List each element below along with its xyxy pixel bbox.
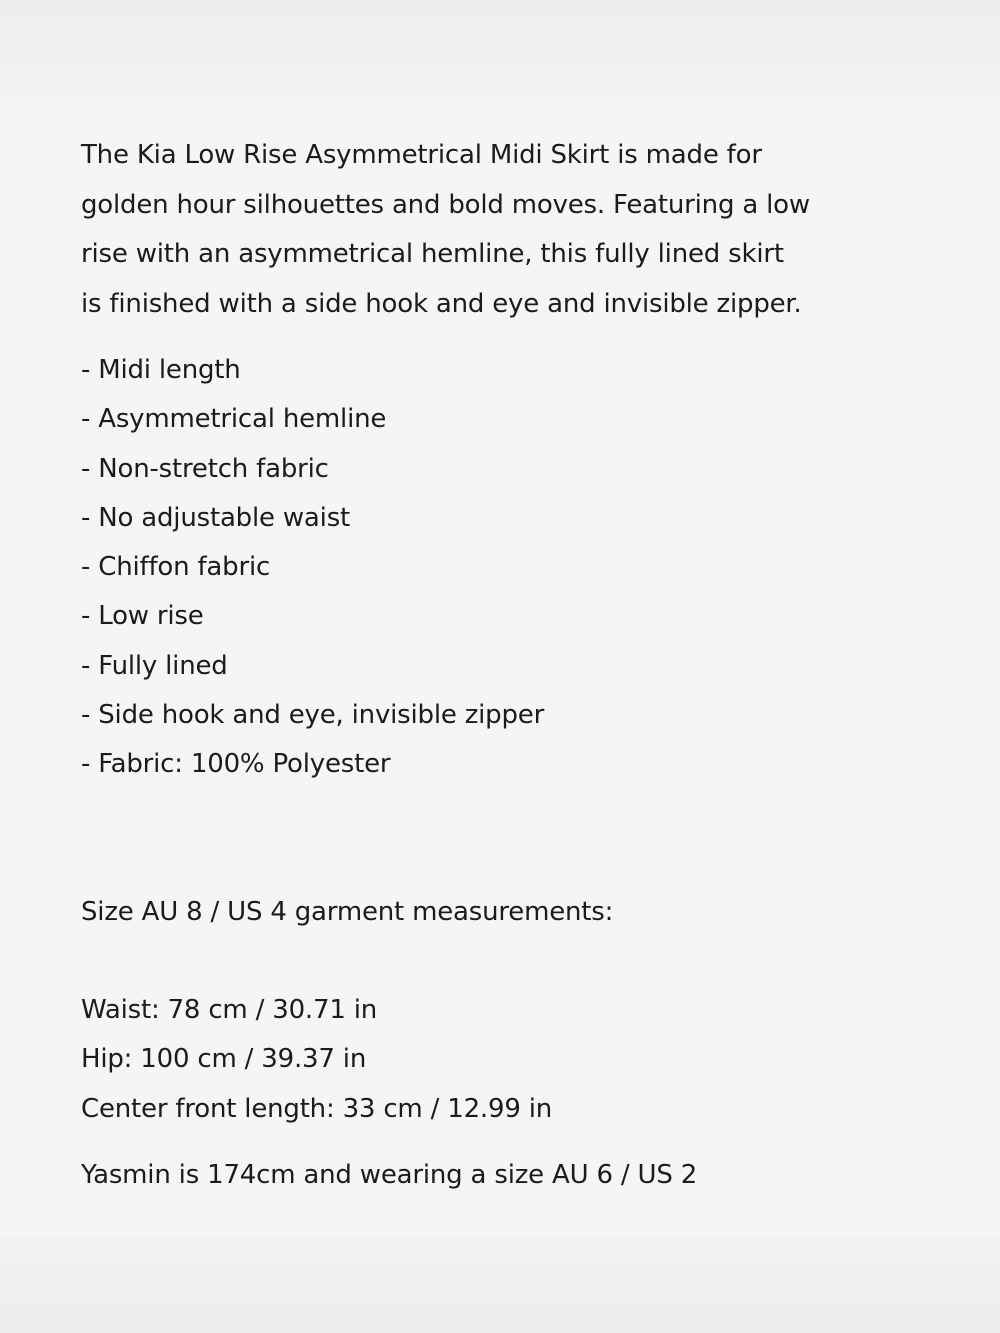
description-line: rise with an asymmetrical hemline, this fully lined skirt: [81, 239, 784, 269]
feature-list: [81, 346, 961, 790]
product-description: [81, 131, 961, 329]
bottom-background-band: [0, 1238, 1000, 1333]
feature-item: - Low rise: [81, 601, 204, 632]
size-measurements-title: Size AU 8 / US 4 garment measurements:: [81, 896, 614, 927]
feature-item: - Fully lined: [81, 650, 228, 681]
top-background-band: [0, 0, 1000, 95]
feature-item: - Chiffon fabric: [81, 552, 271, 583]
feature-item: - Side hook and eye, invisible zipper: [81, 700, 545, 731]
description-line: is finished with a side hook and eye and invisible zipper.: [81, 288, 802, 319]
product-details-content: [81, 131, 961, 1201]
description-line: The Kia Low Rise Asymmetrical Midi Skirt is made for: [81, 140, 762, 170]
measurement-item: Waist: 78 cm / 30.71 in: [81, 995, 378, 1026]
description-line: golden hour silhouettes and bold moves. Featuring a low: [81, 189, 810, 220]
feature-item: - Midi length: [81, 355, 241, 385]
feature-item: - No adjustable waist: [81, 502, 351, 533]
feature-item: - Fabric: 100% Polyester: [81, 749, 391, 780]
measurement-item: Hip: 100 cm / 39.37 in: [81, 1044, 367, 1075]
measurement-item: Center front length: 33 cm / 12.99 in: [81, 1093, 553, 1124]
model-size-note: Yasmin is 174cm and wearing a size AU 6 / US 2: [81, 1160, 698, 1191]
feature-item: - Non-stretch fabric: [81, 453, 329, 484]
measurement-list: [81, 986, 961, 1134]
feature-item: - Asymmetrical hemline: [81, 404, 387, 435]
